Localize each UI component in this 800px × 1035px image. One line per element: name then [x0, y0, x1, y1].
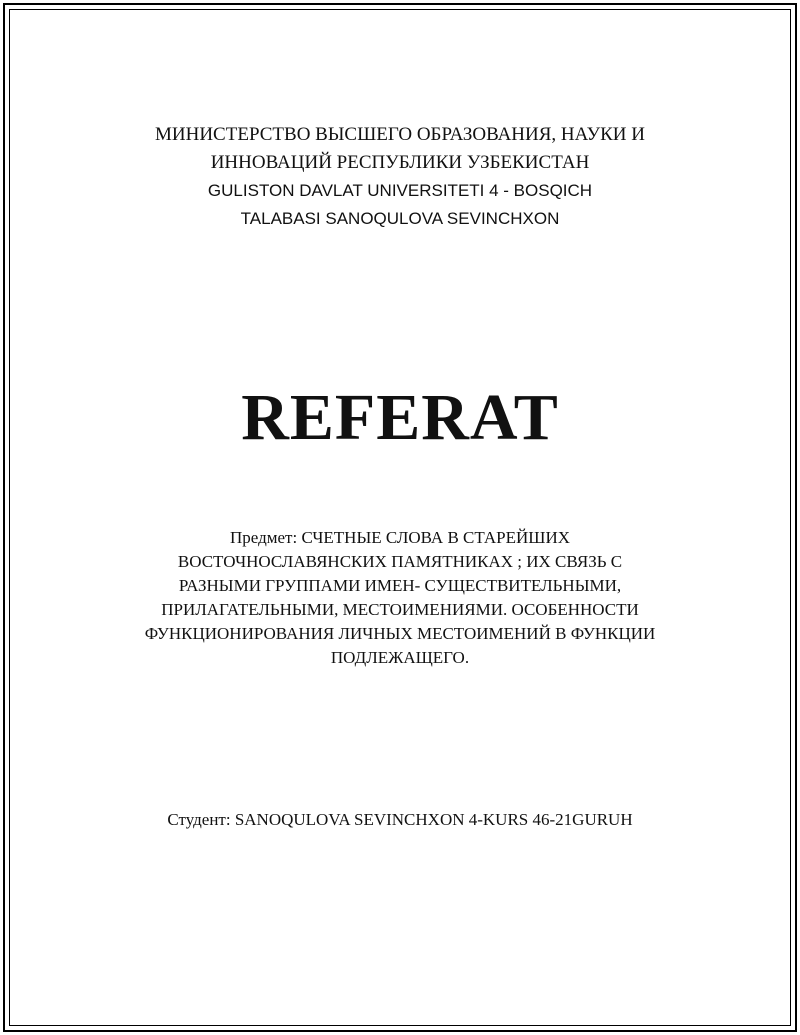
ministry-header	[0, 121, 800, 233]
subject-line-2: ВОСТОЧНОСЛАВЯНСКИХ ПАМЯТНИКАХ ; ИХ СВЯЗЬ С	[177, 552, 623, 571]
header-line-4: TALABASI SANOQULOVA SEVINCHXON	[240, 209, 560, 228]
header-line-2: ИННОВАЦИЙ РЕСПУБЛИКИ УЗБЕКИСТАН	[210, 152, 590, 173]
student-info: Студент: SANOQULOVA SEVINCHXON 4-KURS 46-21GURUH	[167, 810, 633, 829]
subject-line-3: РАЗНЫМИ ГРУППАМИ ИМЕН- СУЩЕСТВИТЕЛЬНЫМИ,	[178, 576, 622, 595]
header-line-3: GULISTON DAVLAT UNIVERSITETI 4 - BOSQICH	[207, 181, 593, 200]
document-title: REFERAT	[241, 381, 559, 454]
header-line-1: МИНИСТЕРСТВО ВЫСШЕГО ОБРАЗОВАНИЯ, НАУКИ И	[155, 124, 645, 145]
subject-line-1: Предмет: СЧЕТНЫЕ СЛОВА В СТАРЕЙШИХ	[230, 528, 570, 547]
subject-line-6: ПОДЛЕЖАЩЕГО.	[330, 648, 470, 667]
subject-block	[0, 526, 800, 670]
subject-line-5: ФУНКЦИОНИРОВАНИЯ ЛИЧНЫХ МЕСТОИМЕНИЙ В ФУНКЦИИ	[144, 624, 656, 643]
subject-line-4: ПРИЛАГАТЕЛЬНЫМИ, МЕСТОИМЕНИЯМИ. ОСОБЕННОСТИ	[161, 600, 639, 619]
